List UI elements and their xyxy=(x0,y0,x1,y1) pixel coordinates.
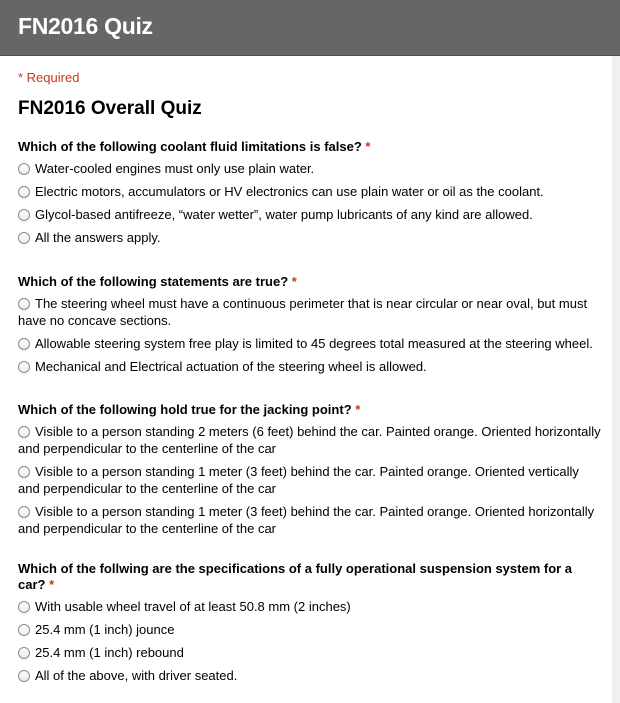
option-label: Visible to a person standing 1 meter (3 feet) behind the car. Painted orange. Oriented vertically and perpendicular to the centerline of the car xyxy=(18,464,579,496)
answer-option[interactable] xyxy=(18,423,602,457)
radio-button[interactable] xyxy=(18,647,30,659)
option-label: Electric motors, accumulators or HV electronics can use plain water or oil as the coolant. xyxy=(35,184,544,199)
required-note: * Required xyxy=(18,70,80,85)
answer-option[interactable] xyxy=(18,358,602,375)
answer-option[interactable] xyxy=(18,463,602,497)
form-header xyxy=(0,0,620,56)
option-label: Water-cooled engines must only use plain water. xyxy=(35,161,315,176)
radio-button[interactable] xyxy=(18,338,30,350)
answer-option[interactable] xyxy=(18,295,602,329)
required-star: * xyxy=(355,402,361,417)
question-title xyxy=(18,274,602,290)
radio-button[interactable] xyxy=(18,361,30,373)
option-label: 25.4 mm (1 inch) jounce xyxy=(35,622,175,637)
option-label: Glycol-based antifreeze, “water wetter”, water pump lubricants of any kind are allowed. xyxy=(35,207,533,222)
option-label: With usable wheel travel of at least 50.8 mm (2 inches) xyxy=(35,599,351,614)
option-label: Visible to a person standing 1 meter (3 feet) behind the car. Painted orange. Oriented horizontally and perpendicular to the centerline of the car xyxy=(18,504,595,536)
question-title xyxy=(18,561,602,593)
section-title: FN2016 Overall Quiz xyxy=(18,98,202,119)
question-text: Which of the following statements are true? xyxy=(18,274,289,289)
option-label: All the answers apply. xyxy=(35,230,161,245)
radio-button[interactable] xyxy=(18,506,30,518)
answer-option[interactable] xyxy=(18,229,602,246)
radio-button[interactable] xyxy=(18,426,30,438)
question-steering xyxy=(18,274,602,381)
answer-option[interactable] xyxy=(18,598,602,615)
option-label: Allowable steering system free play is limited to 45 degrees total measured at the steering wheel. xyxy=(35,336,593,351)
answer-option[interactable] xyxy=(18,335,602,352)
question-title xyxy=(18,402,602,418)
radio-button[interactable] xyxy=(18,186,30,198)
radio-button[interactable] xyxy=(18,466,30,478)
question-jacking-point xyxy=(18,402,602,543)
required-star: * xyxy=(365,139,371,154)
option-label: All of the above, with driver seated. xyxy=(35,668,238,683)
form-body xyxy=(0,56,620,703)
radio-button[interactable] xyxy=(18,624,30,636)
answer-option[interactable] xyxy=(18,621,602,638)
required-star: * xyxy=(49,577,55,592)
answer-option[interactable] xyxy=(18,160,602,177)
radio-button[interactable] xyxy=(18,232,30,244)
required-star: * xyxy=(291,274,297,289)
radio-button[interactable] xyxy=(18,601,30,613)
question-suspension xyxy=(18,561,602,690)
question-text: Which of the following coolant fluid limitations is false? xyxy=(18,139,362,154)
question-text: Which of the following hold true for the jacking point? xyxy=(18,402,352,417)
option-label: 25.4 mm (1 inch) rebound xyxy=(35,645,184,660)
question-text: Which of the follwing are the specifications of a fully operational suspension system for a car? xyxy=(18,561,573,592)
answer-option[interactable] xyxy=(18,183,602,200)
radio-button[interactable] xyxy=(18,670,30,682)
question-title xyxy=(18,139,602,155)
option-label: The steering wheel must have a continuous perimeter that is near circular or near oval, but must have no concave sections. xyxy=(18,296,588,328)
radio-button[interactable] xyxy=(18,163,30,175)
option-label: Visible to a person standing 2 meters (6 feet) behind the car. Painted orange. Oriented horizontally and perpendicular to the centerline of the car xyxy=(18,424,601,456)
form-title: FN2016 Quiz xyxy=(18,13,153,39)
answer-option[interactable] xyxy=(18,644,602,661)
question-coolant xyxy=(18,139,602,252)
option-label: Mechanical and Electrical actuation of the steering wheel is allowed. xyxy=(35,359,427,374)
answer-option[interactable] xyxy=(18,667,602,684)
answer-option[interactable] xyxy=(18,206,602,223)
answer-option[interactable] xyxy=(18,503,602,537)
radio-button[interactable] xyxy=(18,209,30,221)
radio-button[interactable] xyxy=(18,298,30,310)
